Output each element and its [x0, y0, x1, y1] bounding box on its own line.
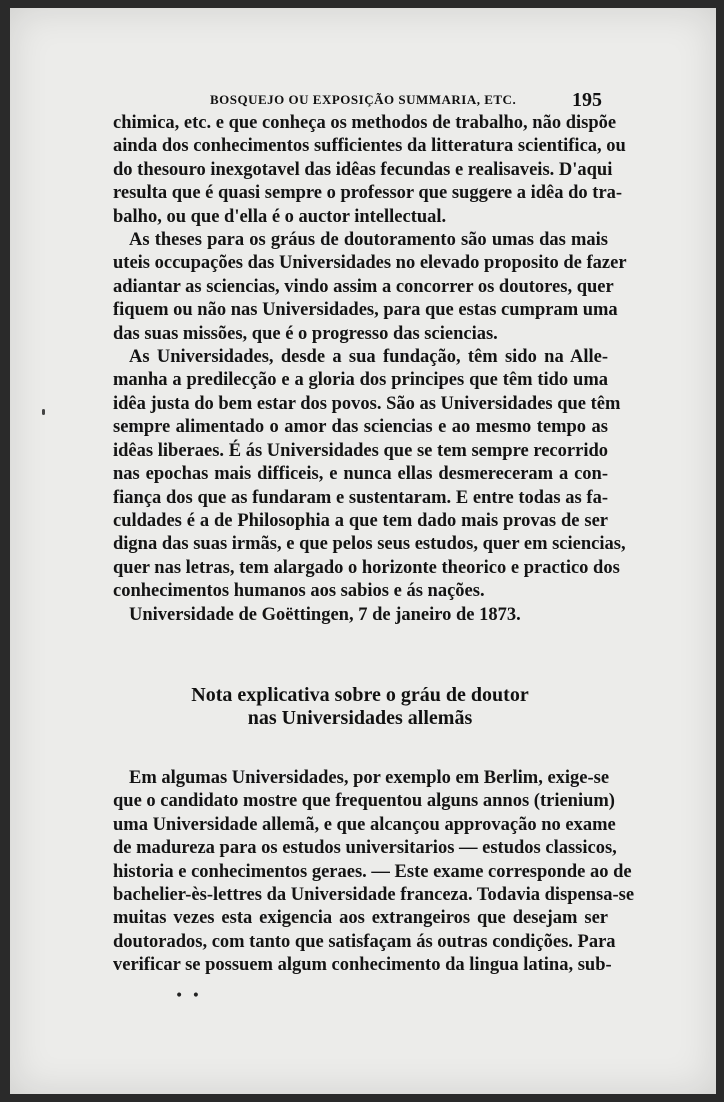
text-line: As Universidades, desde a sua fundação, têm sido na Alle-: [129, 347, 608, 368]
text-line: de madureza para os estudos universitarios — estudos classicos,: [113, 838, 617, 859]
text-line: fiança dos que as fundaram e sustentaram. E entre todas as fa-: [113, 487, 608, 508]
text-line: historia e conhecimentos geraes. — Este exame corresponde ao de: [113, 861, 632, 882]
text-line: bachelier-ès-lettres da Universidade franceza. Todavia dispensa-se: [113, 885, 635, 906]
text-line: uma Universidade allemã, e que alcançou approvação no exame: [113, 814, 616, 835]
text-line: balho, ou que d'ella é o auctor intellectual.: [113, 206, 447, 227]
text-line: fiquem ou não nas Universidades, para que estas cumpram uma: [113, 300, 618, 321]
text-line: que o candidato mostre que frequentou alguns annos (trienium): [113, 791, 615, 812]
page-number: 195: [572, 89, 602, 111]
text-line: sempre alimentado o amor das sciencias e ao mesmo tempo as: [113, 417, 608, 438]
section-heading: [110, 684, 610, 730]
body-text-bottom: [113, 767, 635, 978]
text-line: muitas vezes esta exigencia aos extrangeiros que desejam ser: [113, 908, 608, 929]
text-line: conhecimentos humanos aos sabios e ás nações.: [113, 581, 485, 602]
paragraph-3: [113, 346, 626, 603]
text-line: ainda dos conhecimentos sufficientes da litteratura scientifica, ou: [113, 136, 626, 157]
text-line: idêa justa do bem estar dos povos. São as Universidades que têm: [113, 393, 621, 414]
text-line: As theses para os gráus de doutoramento são umas das mais: [129, 230, 608, 251]
page-sheet: [10, 8, 716, 1094]
section-heading-line-2: nas Universidades allemãs: [247, 707, 473, 729]
place-date: Universidade de Goëttingen, 7 de janeiro de 1873.: [129, 604, 521, 625]
text-line: quer nas letras, tem alargado o horizonte theorico e practico dos: [113, 557, 620, 578]
text-line: adiantar as sciencias, vindo assim a concorrer os doutores, quer: [113, 276, 614, 297]
running-head: [210, 89, 610, 113]
paragraph-2: [113, 229, 627, 346]
text-line: manha a predilecção e a gloria dos principes que têm tido uma: [113, 370, 608, 391]
text-line: chimica, etc. e que conheça os methodos de trabalho, não dispõe: [113, 113, 617, 133]
text-line: idêas liberaes. É ás Universidades que se tem sempre recorrido: [113, 440, 608, 461]
footer-marks: • •: [175, 988, 202, 1004]
text-line: do thesouro inexgotavel das idêas fecundas e realisaveis. D'aqui: [113, 159, 613, 180]
section-heading-line-1: Nota explicativa sobre o gráu de doutor: [191, 684, 529, 706]
text-line: das suas missões, que é o progresso das sciencias.: [113, 323, 498, 344]
paragraph-1: [113, 112, 626, 229]
text-line: nas epochas mais difficeis, e nunca ellas desmereceram a con-: [113, 464, 608, 485]
text-line: doutorados, com tanto que satisfaçam ás outras condições. Para: [113, 931, 616, 952]
text-line: uteis occupações das Universidades no elevado proposito de fazer: [113, 253, 627, 274]
running-title: BOSQUEJO OU EXPOSIÇÃO SUMMARIA, ETC.: [210, 92, 517, 107]
text-line: resulta que é quasi sempre o professor que suggere a idêa do tra-: [113, 183, 623, 204]
text-line: verificar se possuem algum conhecimento da lingua latina, sub-: [113, 955, 612, 976]
margin-mark: [42, 409, 45, 415]
body-text-top: [113, 112, 627, 627]
text-line: culdades é a de Philosophia a que tem dado mais provas de ser: [113, 510, 608, 531]
text-line: digna das suas irmãs, e que pelos seus estudos, quer em sciencias,: [113, 534, 626, 555]
text-line: Em algumas Universidades, por exemplo em Berlim, exige-se: [129, 768, 610, 788]
